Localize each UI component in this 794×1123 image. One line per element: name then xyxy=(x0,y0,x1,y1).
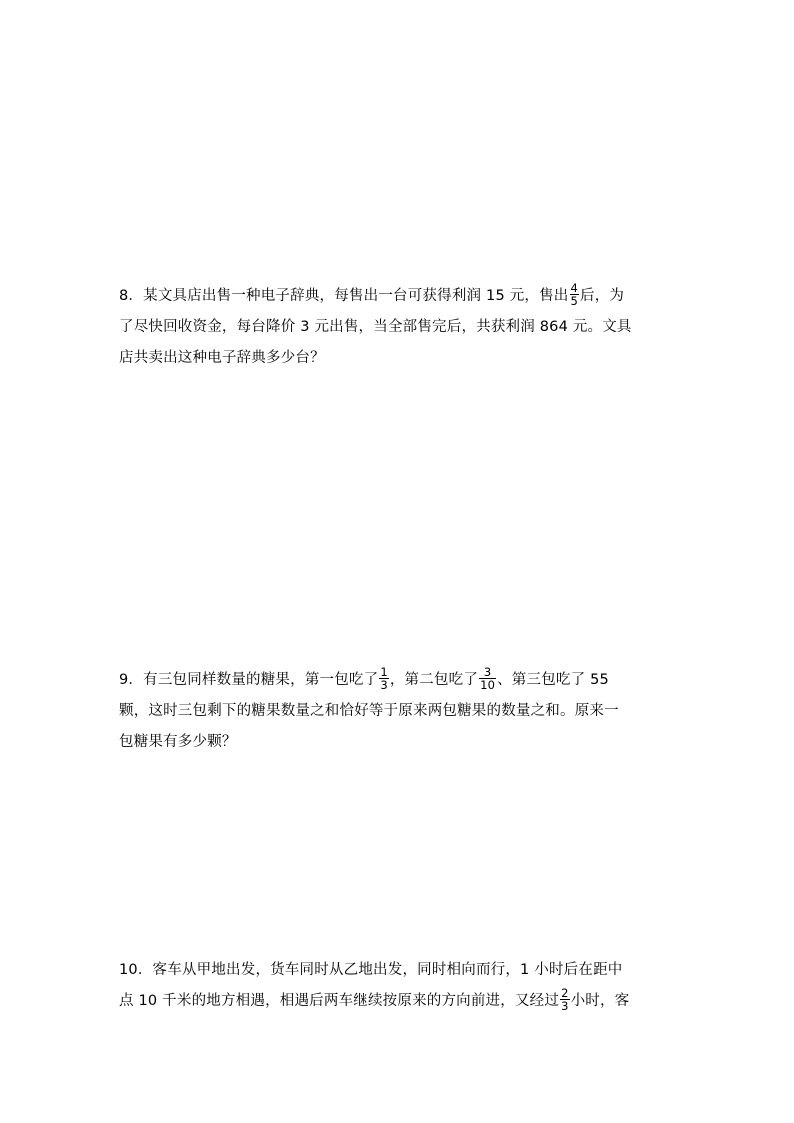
fraction-3-10 xyxy=(479,666,496,691)
problem-9-text-1a: 9．有三包同样数量的糖果，第一包吃了 xyxy=(119,672,379,688)
problem-8-text-1b: 后，为 xyxy=(580,288,625,304)
fraction-numerator: 4 xyxy=(570,280,579,295)
fraction-numerator: 3 xyxy=(479,666,496,679)
problem-10-text-2a: 点 10 千米的地方相遇，相遇后两车继续按原来的方向前进，又经过 xyxy=(119,993,560,1009)
problem-8-text-1a: 8．某文具店出售一种电子辞典，每售出一台可获得利润 15 元，售出 xyxy=(119,288,569,304)
problem-10-text-2b: 小时，客 xyxy=(570,993,630,1009)
fraction-denominator: 3 xyxy=(561,998,569,1013)
fraction-2-3 xyxy=(560,987,570,1012)
problem-8-line-1 xyxy=(119,281,679,312)
fraction-1-3 xyxy=(379,666,389,691)
problem-8 xyxy=(119,281,679,374)
fraction-denominator: 3 xyxy=(380,677,388,692)
problem-10-line-1: 10．客车从甲地出发，货车同时从乙地出发，同时相向而行，1 小时后在距中 xyxy=(119,962,623,978)
problem-9-text-1b: ，第二包吃了 xyxy=(389,672,479,688)
fraction-4-5 xyxy=(570,282,580,307)
fraction-numerator: 1 xyxy=(380,664,388,679)
fraction-denominator: 10 xyxy=(480,677,496,692)
problem-9-line-3: 包糖果有多少颗？ xyxy=(119,734,237,750)
problem-9 xyxy=(119,665,679,758)
problem-10 xyxy=(119,955,679,1017)
problem-10-line-2 xyxy=(119,986,679,1017)
problem-9-line-1 xyxy=(119,665,679,696)
problem-9-text-1c: 、第三包吃了 55 xyxy=(497,672,609,688)
problem-9-line-2: 颗，这时三包剩下的糖果数量之和恰好等于原来两包糖果的数量之和。原来一 xyxy=(119,703,619,719)
problem-8-line-3: 店共卖出这种电子辞典多少台？ xyxy=(119,350,325,366)
fraction-numerator: 2 xyxy=(561,985,569,1000)
problem-8-line-2: 了尽快回收资金，每台降价 3 元出售，当全部售完后，共获利润 864 元。文具 xyxy=(119,319,632,335)
fraction-denominator: 5 xyxy=(570,293,579,308)
